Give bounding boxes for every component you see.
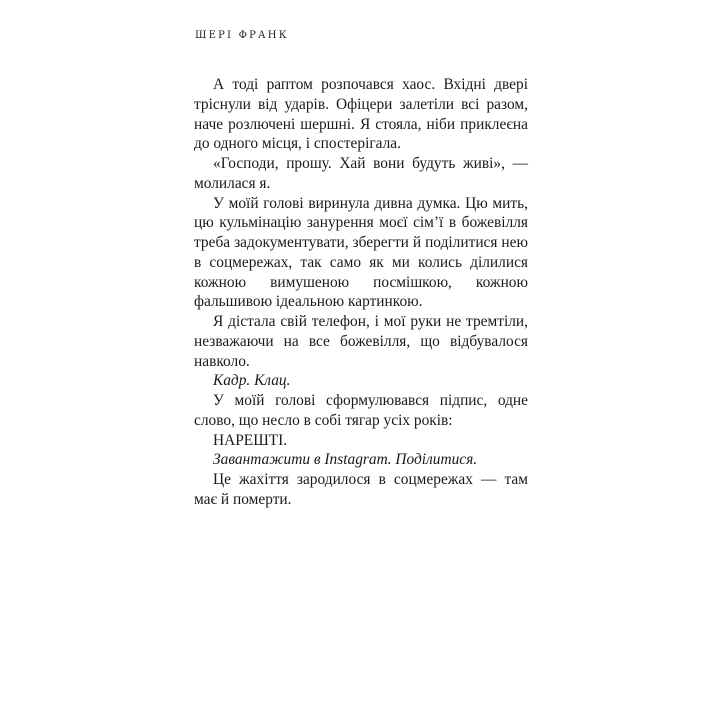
paragraph: У моїй голові сформулювався підпис, одне слово, що несло в собі тягар усіх років: bbox=[194, 392, 528, 429]
paragraph: «Господи, прошу. Хай вони будуть живі», — молилася я. bbox=[194, 155, 528, 192]
paragraph-italic: Завантажити в Instagram. Поділитися. bbox=[213, 451, 478, 469]
paragraph-italic: Кадр. Клац. bbox=[213, 372, 291, 390]
paragraph: НАРЕШТІ. bbox=[213, 431, 288, 449]
paragraph: У моїй голові виринула дивна думка. Цю мить, цю кульмінацію занурення моєї сім’ї в божевілля треба задокументувати, зберегти й поділитися нею в соцмережах, так само як ми колись ділилися кожною вимушеною посмішкою, кожною фальшивою ідеальною картинкою. bbox=[194, 194, 528, 311]
paragraph: А тоді раптом розпочався хаос. Вхідні двері тріснули від ударів. Офіцери залетіли всі разом, наче розлючені шершні. Я стояла, ніби приклеєна до одного місця, і спостерігала. bbox=[194, 76, 528, 153]
body-text bbox=[194, 75, 528, 510]
paragraph: Це жахіття зародилося в соцмережах — там має й померти. bbox=[194, 471, 528, 508]
paragraph: Я дістала свій телефон, і мої руки не тремтіли, незважаючи на все божевілля, що відбувалося навколо. bbox=[194, 313, 528, 370]
running-head-author: ШЕРІ ФРАНК bbox=[195, 30, 289, 41]
